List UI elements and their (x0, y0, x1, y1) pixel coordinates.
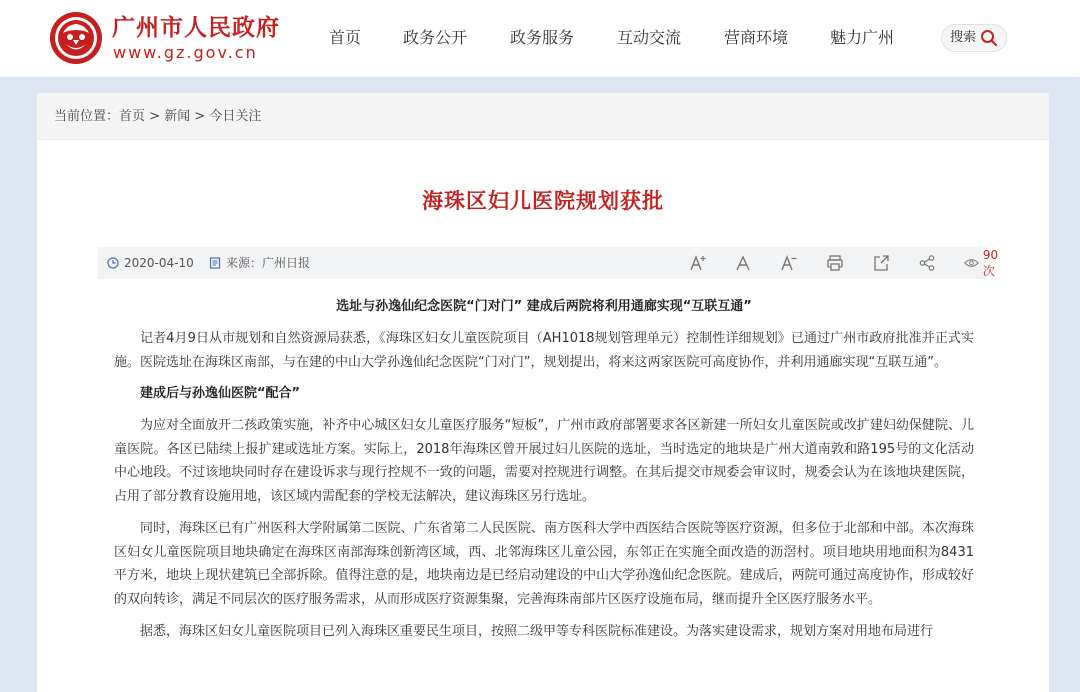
font-default-icon[interactable] (733, 253, 753, 273)
publish-date (107, 247, 194, 279)
breadcrumb-home[interactable]: 首页 (119, 109, 146, 124)
search-button[interactable] (941, 24, 1007, 52)
content-panel (37, 93, 1049, 692)
article-body (114, 296, 974, 653)
site-name[interactable]: 广州市人民政府 (112, 15, 280, 41)
site-url[interactable]: www.gz.gov.cn (113, 43, 258, 62)
breadcrumb-separator: > (145, 109, 165, 124)
article-paragraph: 同时，海珠区已有广州医科大学附属第二医院、广东省第二人民医院、南方医科大学中西医结合医院等医疗资源，但多位于北部和中部。本次海珠区妇女儿童医院项目地块确定在海珠区南部海珠创新湾区域，西、北邻海珠区儿童公园，东邻正在实施全面改造的沥滘村。项目地块用地面积为8431平方米，地块上现状建筑已全部拆除。值得注意的是，地块南边是已经启动建设的中山大学孙逸仙纪念医院。建成后，两院可通过高度协作，形成较好的双向转诊，满足不同层次的医疗服务需求，从而形成医疗资源集聚，完善海珠南部片区医疗设施布局，继而提升全区医疗服务水平。 (114, 521, 974, 607)
nav-item-business-environment[interactable]: 营商环境 (724, 28, 789, 47)
site-header (0, 0, 1080, 77)
view-count-text: 90次 (982, 247, 999, 278)
article-source (209, 247, 310, 279)
share-icon[interactable] (917, 253, 937, 273)
font-increase-icon[interactable] (688, 253, 708, 273)
nav-item-government-affairs[interactable]: 政务公开 (403, 28, 468, 47)
article-paragraph: 为应对全面放开二孩政策实施，补齐中心城区妇女儿童医疗服务“短板”，广州市政府部署要求各区新建一所妇女儿童医院或改扩建妇幼保健院、儿童医院。各区已陆续上报扩建或选址方案。实际上，2018年海珠区曾开展过妇儿医院的选址，当时选定的地块是广州大道南敦和路195号的文化活动中心地段。不过该地块同时存在建设诉求与现行控规不一致的问题，需要对控规进行调整。在其后提交市规委会审议时，规委会认为在该地块建医院，占用了部分教育设施用地，该区域内需配套的学校无法解决，建议海珠区另行选址。 (114, 418, 974, 504)
search-icon (980, 29, 998, 47)
nav-item-interaction[interactable]: 互动交流 (617, 28, 682, 47)
clock-icon (107, 257, 119, 269)
nav-item-government-services[interactable]: 政务服务 (510, 28, 575, 47)
government-emblem-logo[interactable] (49, 11, 103, 65)
article-title: 海珠区妇儿医院规划获批 (422, 189, 664, 213)
search-label: 搜索 (950, 30, 977, 45)
share-window-icon[interactable] (871, 253, 891, 273)
eye-icon (964, 256, 979, 270)
section-heading: 建成后与孙逸仙医院“配合” (140, 386, 301, 401)
view-count (964, 247, 1003, 279)
article-source-text: 来源：广州日报 (226, 256, 311, 270)
print-icon[interactable] (825, 253, 845, 273)
article-paragraph: 据悉，海珠区妇女儿童医院项目已列入海珠区重要民生项目，按照二级甲等专科医院标准建设。为落实建设需求，规划方案对用地布局进行 (140, 624, 934, 639)
breadcrumb-today-focus[interactable]: 今日关注 (209, 109, 262, 124)
article-paragraph: 记者4月9日从市规划和自然资源局获悉，《海珠区妇女儿童医院项目（AH1018规划管理单元）控制性详细规划》已通过广州市政府批准并正式实施。医院选址在海珠区南部，与在建的中山大学孙逸仙纪念医院“门对门”，规划提出，将来这两家医院可高度协作，并利用通廊实现“互联互通”。 (114, 331, 974, 370)
article-subtitle: 选址与孙逸仙纪念医院“门对门” 建成后两院将利用通廊实现“互联互通” (336, 299, 752, 314)
nav-item-home[interactable]: 首页 (329, 28, 362, 47)
breadcrumb-separator: > (190, 109, 210, 124)
breadcrumb (37, 93, 1049, 140)
font-decrease-icon[interactable] (779, 253, 799, 273)
document-icon (209, 257, 221, 269)
nav-item-charming-guangzhou[interactable]: 魅力广州 (830, 28, 895, 47)
breadcrumb-news[interactable]: 新闻 (164, 109, 191, 124)
article-meta-bar (98, 247, 999, 279)
publish-date-text: 2020-04-10 (124, 256, 194, 270)
breadcrumb-prefix: 当前位置： (54, 109, 120, 124)
